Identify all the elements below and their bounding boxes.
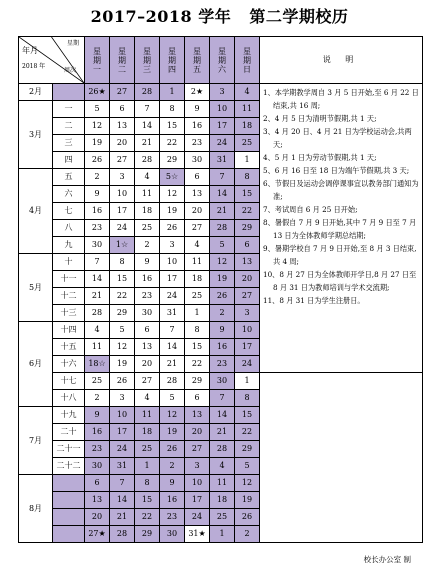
- date-cell: 6: [135, 322, 160, 339]
- date-cell: 30: [210, 373, 235, 390]
- date-cell: 9: [210, 322, 235, 339]
- week-number-cell: 十: [53, 254, 85, 271]
- date-cell: 6: [185, 169, 210, 186]
- date-cell: 19: [210, 271, 235, 288]
- week-number-cell: [53, 475, 85, 492]
- date-cell: 11: [235, 101, 260, 118]
- note-item: 3、4 月 20 日、4 月 21 日为学校运动会,共两天;: [263, 127, 412, 149]
- date-cell: 27: [235, 288, 260, 305]
- note-item: 7、考试周自 6 月 25 日开始;: [263, 205, 358, 214]
- date-cell: 18: [135, 424, 160, 441]
- date-cell: 22: [110, 288, 135, 305]
- corner-weekday-label: 星期: [66, 40, 79, 47]
- date-cell: 21: [85, 288, 110, 305]
- notes-cell: [260, 84, 423, 373]
- week-number-cell: 十一: [53, 271, 85, 288]
- note-item: 10、8 月 27 日为全体教师开学日,8 月 27 日至 8 月 31 日为教师培训与学术交流期;: [263, 270, 417, 292]
- week-number-cell: 二: [53, 118, 85, 135]
- date-cell: 12: [160, 186, 185, 203]
- notes-header: 说 明: [260, 37, 423, 84]
- date-cell: 28: [135, 152, 160, 169]
- date-cell: 11: [210, 475, 235, 492]
- date-cell: 8: [185, 322, 210, 339]
- date-cell: 4: [210, 458, 235, 475]
- week-number-cell: [53, 492, 85, 509]
- date-cell: 17: [160, 271, 185, 288]
- date-cell: 31: [110, 458, 135, 475]
- date-cell: 17: [210, 118, 235, 135]
- calendar-body: [19, 84, 423, 543]
- date-cell: 1: [135, 458, 160, 475]
- month-cell: 2月: [19, 84, 53, 101]
- note-item: 2、4 月 5 日为清明节假期,共 1 天;: [263, 114, 377, 123]
- date-cell: 28: [160, 373, 185, 390]
- date-cell: 17: [110, 424, 135, 441]
- date-cell: 11: [85, 339, 110, 356]
- date-cell: 27★: [85, 526, 110, 543]
- date-cell: 9: [135, 254, 160, 271]
- date-cell: 15: [185, 339, 210, 356]
- day-header-fri: 星 期 五: [185, 37, 210, 84]
- date-cell: 1: [185, 305, 210, 322]
- date-cell: 3: [110, 169, 135, 186]
- date-cell: 26: [160, 220, 185, 237]
- date-cell: 4: [135, 169, 160, 186]
- date-cell: 9: [160, 475, 185, 492]
- date-cell: 21: [135, 135, 160, 152]
- date-cell: 4: [85, 322, 110, 339]
- date-cell: 30: [85, 458, 110, 475]
- date-cell: 3: [210, 84, 235, 101]
- date-cell: 19: [160, 424, 185, 441]
- week-number-cell: [53, 509, 85, 526]
- month-cell: 6月: [19, 322, 53, 407]
- date-cell: 24: [185, 509, 210, 526]
- date-cell: 17: [185, 492, 210, 509]
- date-cell: 23: [185, 135, 210, 152]
- date-cell: 28: [210, 220, 235, 237]
- date-cell: 21: [210, 424, 235, 441]
- week-number-cell: 十四: [53, 322, 85, 339]
- date-cell: 28: [135, 84, 160, 101]
- date-cell: 6: [185, 390, 210, 407]
- month-cell: 4月: [19, 169, 53, 254]
- date-cell: 31: [210, 152, 235, 169]
- date-cell: 15: [235, 186, 260, 203]
- date-cell: 12: [210, 254, 235, 271]
- week-number-cell: [53, 526, 85, 543]
- date-cell: 16: [185, 118, 210, 135]
- week-number-cell: 六: [53, 186, 85, 203]
- day-header-sat: 星 期 六: [210, 37, 235, 84]
- date-cell: 5: [235, 458, 260, 475]
- date-cell: 19: [235, 492, 260, 509]
- week-number-cell: 十二: [53, 288, 85, 305]
- week-number-cell: 十七: [53, 373, 85, 390]
- date-cell: 12: [235, 475, 260, 492]
- note-item: 1、本学期教学周自 3 月 5 日开始,至 6 月 22 日结束,共 16 周;: [263, 88, 419, 110]
- date-cell: 1☆: [110, 237, 135, 254]
- date-cell: 20: [185, 424, 210, 441]
- header-row: [19, 37, 423, 84]
- date-cell: 3: [110, 390, 135, 407]
- week-number-cell: 九: [53, 237, 85, 254]
- date-cell: 23: [210, 356, 235, 373]
- date-cell: 11: [135, 407, 160, 424]
- date-cell: 22: [185, 356, 210, 373]
- date-cell: 10: [235, 322, 260, 339]
- date-cell: 10: [110, 407, 135, 424]
- day-header-thu: 星 期 四: [160, 37, 185, 84]
- date-cell: 23: [85, 441, 110, 458]
- date-cell: 25: [185, 288, 210, 305]
- date-cell: 5: [85, 101, 110, 118]
- date-cell: 30: [160, 526, 185, 543]
- date-cell: 16: [85, 203, 110, 220]
- date-cell: 31: [160, 305, 185, 322]
- date-cell: 12: [160, 407, 185, 424]
- date-cell: 18: [235, 118, 260, 135]
- date-cell: 30: [85, 237, 110, 254]
- date-cell: 5: [110, 322, 135, 339]
- date-cell: 26: [110, 373, 135, 390]
- date-cell: 17: [110, 203, 135, 220]
- note-item: 9、暑期学校自 7 月 9 日开始,至 8 月 3 日结束,共 4 周;: [263, 244, 417, 266]
- date-cell: 26: [210, 288, 235, 305]
- date-cell: 7: [85, 254, 110, 271]
- month-cell: 3月: [19, 101, 53, 169]
- date-cell: 25: [85, 373, 110, 390]
- date-cell: 20: [185, 203, 210, 220]
- date-cell: 2: [160, 458, 185, 475]
- note-item: 6、节假日及运动会调停课事宜以教务部门通知为准;: [263, 179, 419, 201]
- date-cell: 22: [235, 424, 260, 441]
- date-cell: 25: [210, 509, 235, 526]
- date-cell: 6: [110, 101, 135, 118]
- date-cell: 8: [235, 390, 260, 407]
- footer-signature: 校长办公室 制: [363, 555, 411, 564]
- date-cell: 7: [110, 475, 135, 492]
- date-cell: 24: [110, 220, 135, 237]
- date-cell: 15: [160, 118, 185, 135]
- week-number-cell: 十六: [53, 356, 85, 373]
- date-cell: 1: [160, 84, 185, 101]
- week-number-cell: 二十二: [53, 458, 85, 475]
- date-cell: 27: [185, 441, 210, 458]
- date-cell: 20: [235, 271, 260, 288]
- date-cell: 27: [185, 220, 210, 237]
- date-cell: 1: [235, 152, 260, 169]
- date-cell: 15: [135, 492, 160, 509]
- note-item: 11、8 月 31 日为学生注册日。: [263, 296, 365, 305]
- date-cell: 11: [185, 254, 210, 271]
- date-cell: 19: [160, 203, 185, 220]
- notes-blank-cell: [260, 373, 423, 543]
- date-cell: 2★: [185, 84, 210, 101]
- week-number-cell: 十五: [53, 339, 85, 356]
- date-cell: 14: [110, 492, 135, 509]
- date-cell: 1: [210, 526, 235, 543]
- date-cell: 2: [210, 305, 235, 322]
- date-cell: 6: [235, 237, 260, 254]
- date-cell: 8: [160, 101, 185, 118]
- date-cell: 20: [85, 509, 110, 526]
- date-cell: 4: [185, 237, 210, 254]
- date-cell: 27: [110, 84, 135, 101]
- date-cell: 16: [160, 492, 185, 509]
- date-cell: 4: [235, 84, 260, 101]
- date-cell: 14: [210, 186, 235, 203]
- date-cell: 23: [160, 509, 185, 526]
- day-header-wed: 星 期 三: [135, 37, 160, 84]
- date-cell: 25: [235, 135, 260, 152]
- date-cell: 2: [235, 526, 260, 543]
- date-cell: 31★: [185, 526, 210, 543]
- date-cell: 30: [135, 305, 160, 322]
- date-cell: 25: [135, 220, 160, 237]
- date-cell: 10: [210, 101, 235, 118]
- date-cell: 13: [185, 407, 210, 424]
- date-cell: 21: [160, 356, 185, 373]
- date-cell: 28: [110, 526, 135, 543]
- date-cell: 16: [85, 424, 110, 441]
- date-cell: 7: [135, 101, 160, 118]
- date-cell: 14: [160, 339, 185, 356]
- week-number-cell: [53, 84, 85, 101]
- note-item: 8、暑假自 7 月 9 日开始,其中 7 月 9 日至 7 月 13 日为全体教师学期总结期;: [263, 218, 417, 240]
- date-cell: 12: [110, 339, 135, 356]
- date-cell: 3: [160, 237, 185, 254]
- date-cell: 5: [210, 237, 235, 254]
- date-cell: 30: [185, 152, 210, 169]
- date-cell: 13: [85, 492, 110, 509]
- week-number-cell: 三: [53, 135, 85, 152]
- corner-week-number-label: 周次: [63, 67, 76, 74]
- date-cell: 22: [135, 509, 160, 526]
- date-cell: 24: [110, 441, 135, 458]
- date-cell: 10: [110, 186, 135, 203]
- note-item: 4、5 月 1 日为劳动节假期,共 1 天;: [263, 153, 377, 162]
- date-cell: 24: [235, 356, 260, 373]
- date-cell: 18: [135, 203, 160, 220]
- date-cell: 13: [185, 186, 210, 203]
- date-cell: 22: [160, 135, 185, 152]
- date-cell: 8: [110, 254, 135, 271]
- date-cell: 8: [235, 169, 260, 186]
- date-cell: 9: [85, 407, 110, 424]
- date-cell: 7: [210, 390, 235, 407]
- date-cell: 26★: [85, 84, 110, 101]
- date-cell: 19: [110, 356, 135, 373]
- date-cell: 26: [85, 152, 110, 169]
- corner-year-label: 2018 年: [22, 63, 46, 70]
- date-cell: 23: [135, 288, 160, 305]
- day-header-tue: 星 期 二: [110, 37, 135, 84]
- date-cell: 27: [110, 152, 135, 169]
- date-cell: 29: [135, 526, 160, 543]
- date-cell: 5☆: [160, 169, 185, 186]
- date-cell: 4: [135, 390, 160, 407]
- note-item: 5、6 月 16 日至 18 日为端午节假期,共 3 天;: [263, 166, 410, 175]
- date-cell: 26: [235, 509, 260, 526]
- date-cell: 7: [160, 322, 185, 339]
- date-cell: 18: [210, 492, 235, 509]
- date-cell: 29: [110, 305, 135, 322]
- date-cell: 15: [235, 407, 260, 424]
- week-number-cell: 四: [53, 152, 85, 169]
- date-cell: 9: [85, 186, 110, 203]
- page-title: 2017–2018 学年 第二学期校历: [90, 7, 349, 26]
- date-cell: 29: [160, 152, 185, 169]
- date-cell: 19: [85, 135, 110, 152]
- day-header-sun: 星 期 日: [235, 37, 260, 84]
- week-number-cell: 十九: [53, 407, 85, 424]
- date-cell: 17: [235, 339, 260, 356]
- week-row: [19, 84, 423, 101]
- date-cell: 13: [110, 118, 135, 135]
- date-cell: 5: [160, 390, 185, 407]
- date-cell: 23: [85, 220, 110, 237]
- date-cell: 12: [85, 118, 110, 135]
- date-cell: 22: [235, 203, 260, 220]
- date-cell: 28: [85, 305, 110, 322]
- month-cell: 5月: [19, 254, 53, 322]
- date-cell: 8: [135, 475, 160, 492]
- week-number-cell: 八: [53, 220, 85, 237]
- date-cell: 6: [85, 475, 110, 492]
- date-cell: 15: [110, 271, 135, 288]
- header-corner: [19, 37, 85, 84]
- date-cell: 2: [85, 390, 110, 407]
- date-cell: 1: [235, 373, 260, 390]
- date-cell: 2: [135, 237, 160, 254]
- month-cell: 8月: [19, 475, 53, 543]
- date-cell: 29: [185, 373, 210, 390]
- corner-month-label: 年月: [22, 46, 38, 55]
- date-cell: 9: [185, 101, 210, 118]
- date-cell: 10: [185, 475, 210, 492]
- date-cell: 25: [135, 441, 160, 458]
- date-cell: 14: [85, 271, 110, 288]
- date-cell: 16: [210, 339, 235, 356]
- month-cell: 7月: [19, 407, 53, 475]
- date-cell: 14: [135, 118, 160, 135]
- date-cell: 21: [210, 203, 235, 220]
- date-cell: 20: [110, 135, 135, 152]
- week-number-cell: 二十: [53, 424, 85, 441]
- date-cell: 11: [135, 186, 160, 203]
- date-cell: 13: [235, 254, 260, 271]
- date-cell: 7: [210, 169, 235, 186]
- date-cell: 10: [160, 254, 185, 271]
- date-cell: 21: [110, 509, 135, 526]
- date-cell: 16: [135, 271, 160, 288]
- week-number-cell: 十八: [53, 390, 85, 407]
- date-cell: 3: [235, 305, 260, 322]
- date-cell: 29: [235, 220, 260, 237]
- week-row: [19, 373, 423, 390]
- week-number-cell: 十三: [53, 305, 85, 322]
- week-number-cell: 五: [53, 169, 85, 186]
- day-header-mon: 星 期 一: [85, 37, 110, 84]
- week-number-cell: 一: [53, 101, 85, 118]
- date-cell: 18: [185, 271, 210, 288]
- date-cell: 29: [235, 441, 260, 458]
- date-cell: 26: [160, 441, 185, 458]
- week-number-cell: 七: [53, 203, 85, 220]
- week-number-cell: 二十一: [53, 441, 85, 458]
- date-cell: 18☆: [85, 356, 110, 373]
- date-cell: 28: [210, 441, 235, 458]
- date-cell: 2: [85, 169, 110, 186]
- date-cell: 24: [160, 288, 185, 305]
- date-cell: 3: [185, 458, 210, 475]
- date-cell: 20: [135, 356, 160, 373]
- school-calendar-table: [18, 36, 423, 543]
- date-cell: 27: [135, 373, 160, 390]
- date-cell: 24: [210, 135, 235, 152]
- date-cell: 13: [135, 339, 160, 356]
- date-cell: 14: [210, 407, 235, 424]
